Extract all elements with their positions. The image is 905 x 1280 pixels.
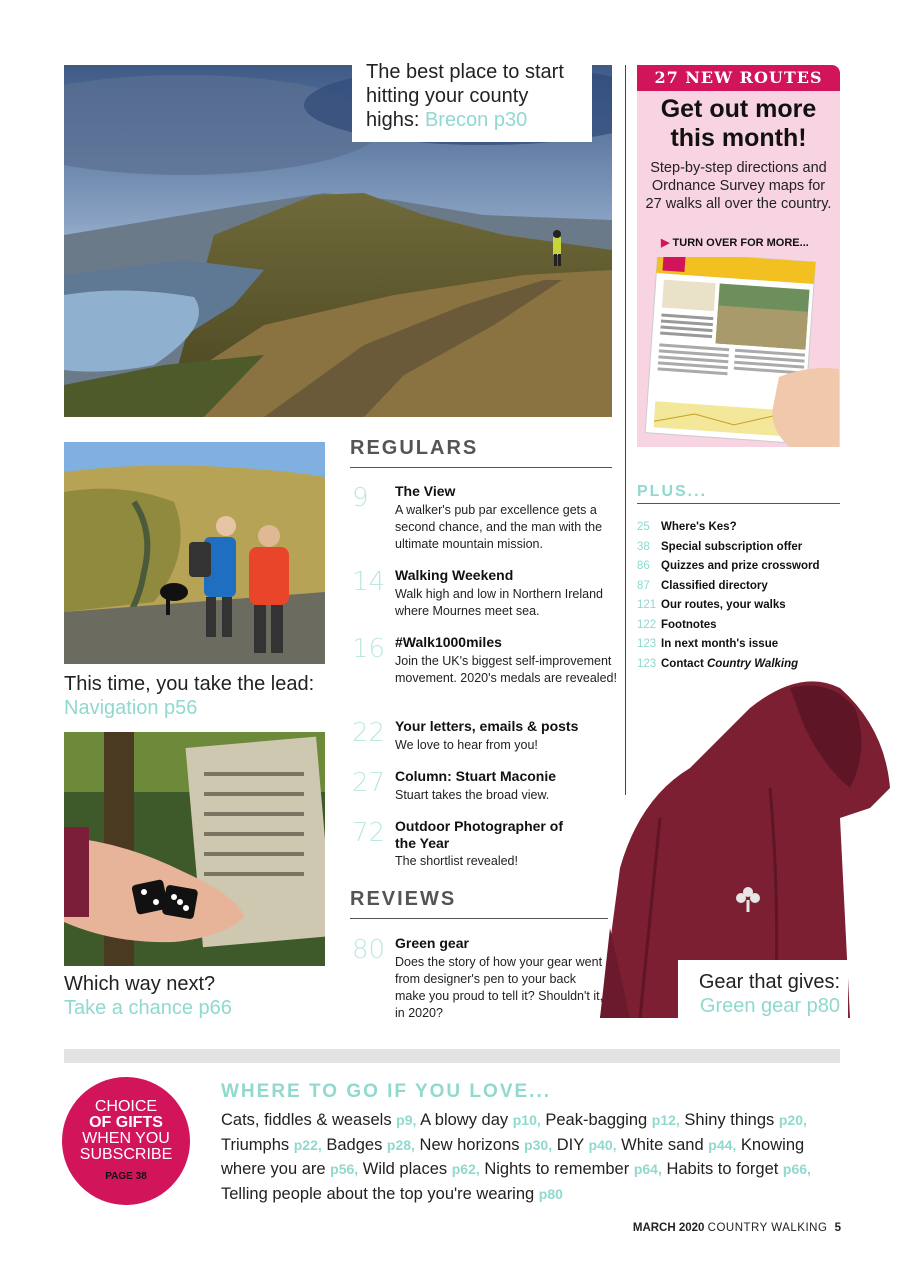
plus-item-label: Our routes, your walks: [661, 599, 786, 611]
gear-caption-text: Gear that gives:: [698, 971, 840, 993]
wtg-item-text: New horizons: [419, 1135, 520, 1154]
plus-item[interactable]: [637, 519, 737, 535]
wtg-item-page: p10,: [512, 1112, 541, 1128]
play-triangle-icon: ▶: [661, 237, 670, 249]
wtg-item[interactable]: [326, 1136, 415, 1154]
plus-item[interactable]: [637, 539, 802, 555]
walkers-caption-text: This time, you take the lead:: [64, 673, 315, 695]
wtg-item-page: p56,: [330, 1161, 359, 1177]
badge-line: SUBSCRIBE: [79, 1146, 173, 1163]
navigation-link[interactable]: Navigation p56: [64, 697, 198, 719]
entry-page: 27: [352, 768, 386, 798]
plus-item[interactable]: [637, 636, 778, 652]
wtg-item-page: p28,: [386, 1136, 415, 1153]
reviews-heading: REVIEWS: [350, 888, 457, 910]
wtg-item-text: Badges: [326, 1135, 383, 1154]
wtg-item-page: p62,: [451, 1161, 480, 1177]
where-to-go-heading: WHERE TO GO IF YOU LOVE...: [221, 1081, 551, 1102]
green-gear-link[interactable]: Green gear p80: [699, 995, 840, 1017]
plus-item-label: Footnotes: [661, 619, 717, 631]
entry-title: Column: Stuart Maconie: [395, 768, 557, 784]
badge-line: WHEN YOU: [82, 1130, 170, 1147]
wtg-item-text: Wild places: [362, 1160, 448, 1178]
entry-title: #Walk1000miles: [395, 634, 502, 650]
wtg-item[interactable]: [221, 1111, 416, 1129]
plus-item-label: Special subscription offer: [661, 541, 803, 553]
dice-hand-illustration: [64, 732, 325, 966]
entry-page: 9: [352, 483, 369, 513]
wtg-item-text: Shiny things: [684, 1111, 775, 1129]
walkers-photo: [64, 442, 325, 664]
wtg-item[interactable]: [621, 1136, 736, 1154]
wtg-item-text: White sand: [621, 1135, 704, 1154]
walkers-caption: [64, 672, 344, 720]
hero-caption-text: The best place to start hitting your county highs:: [366, 61, 564, 131]
plus-item-label: Quizzes and prize crossword: [661, 560, 820, 572]
entry-title: Your letters, emails & posts: [395, 718, 579, 734]
routes-headline: Get out more this month!: [660, 95, 817, 152]
wtg-item-text: A blowy day: [420, 1111, 509, 1129]
take-a-chance-link[interactable]: Take a chance p66: [64, 997, 232, 1019]
entry-title: Outdoor Photographer of the Year: [395, 818, 563, 851]
wtg-item[interactable]: [666, 1160, 811, 1178]
plus-item-page: 121: [637, 599, 657, 611]
plus-item-page: 87: [637, 580, 650, 592]
entry-page: 16: [352, 634, 386, 664]
wtg-item[interactable]: [557, 1136, 617, 1154]
routes-body: Step-by-step directions and Ordnance Survey maps for 27 walks all over the country.: [645, 160, 832, 212]
where-to-go-list: [221, 1108, 841, 1206]
entry-page: 72: [352, 818, 386, 848]
wtg-item[interactable]: [545, 1111, 679, 1129]
section-divider-bar: [64, 1049, 840, 1063]
route-card-illustration: [639, 257, 839, 447]
wtg-item-text: DIY: [556, 1135, 584, 1154]
badge-line: CHOICE: [94, 1098, 158, 1115]
gear-caption: [678, 960, 848, 1022]
entry-desc: A walker's pub par excellence gets a second chance, and the man with the ultimate mountain mission.: [395, 503, 603, 551]
new-routes-tag: 27 NEW ROUTES: [637, 65, 840, 91]
wtg-item-page: p12,: [651, 1112, 680, 1128]
entry-desc: The shortlist revealed!: [395, 854, 518, 868]
entry-desc: We love to hear from you!: [395, 738, 538, 752]
entry-page: 80: [352, 935, 386, 965]
wtg-item-text: Telling people about the top you're wearing: [221, 1184, 535, 1203]
plus-item-label: Classified directory: [661, 580, 768, 592]
plus-heading: PLUS...: [637, 483, 708, 500]
page-footer: [633, 1222, 841, 1234]
entry-page: 14: [352, 567, 386, 597]
badge-line: OF GIFTS: [89, 1114, 163, 1131]
wtg-item-page: p66,: [782, 1161, 811, 1177]
plus-item-page: 122: [637, 619, 657, 631]
wtg-item-text: Cats, fiddles & weasels: [221, 1111, 392, 1129]
wtg-item[interactable]: [684, 1111, 807, 1129]
wtg-item[interactable]: [221, 1136, 322, 1154]
entry-title: Green gear: [395, 935, 469, 951]
walkers-illustration: [64, 442, 325, 664]
plus-item-page: 123: [637, 638, 657, 650]
wtg-item-page: p44,: [708, 1136, 737, 1153]
route-card-image: [639, 257, 809, 447]
wtg-item-page: p30,: [524, 1136, 553, 1153]
plus-item-label: Contact: [661, 658, 707, 670]
turn-over-label: TURN OVER FOR MORE...: [672, 237, 809, 249]
wtg-item-page: p20,: [778, 1112, 807, 1128]
wtg-item-text: Peak-bagging: [545, 1111, 648, 1129]
hero-caption-link[interactable]: Brecon p30: [424, 109, 528, 131]
wtg-item-page: p9,: [396, 1112, 417, 1128]
wtg-item-text: Habits to forget: [666, 1160, 779, 1178]
plus-item-page: 38: [637, 541, 650, 553]
regulars-rule: [350, 467, 612, 468]
plus-item-page: 25: [637, 521, 650, 533]
plus-rule: [637, 503, 840, 504]
footer-page-number: 5: [834, 1222, 841, 1234]
entry-title: Walking Weekend: [395, 567, 514, 583]
wtg-item-page: p22,: [293, 1136, 322, 1153]
plus-item-label: Where's Kes?: [661, 521, 737, 533]
wtg-item[interactable]: [484, 1160, 662, 1178]
dice-caption-text: Which way next?: [64, 973, 216, 995]
plus-item[interactable]: [637, 597, 786, 613]
wtg-item-page: p40,: [588, 1136, 617, 1153]
entry-desc: Join the UK's biggest self-improvement movement. 2020's medals are revealed!: [395, 654, 617, 685]
plus-item-page: 123: [637, 658, 657, 670]
plus-item[interactable]: [637, 558, 819, 574]
entry-desc: Walk high and low in Northern Ireland where Mournes meet sea.: [395, 587, 603, 618]
wtg-item[interactable]: [420, 1111, 541, 1129]
wtg-item[interactable]: [221, 1185, 563, 1203]
wtg-item-page: p80: [538, 1185, 563, 1202]
turn-over-link[interactable]: [661, 236, 809, 249]
reviews-rule: [350, 918, 608, 919]
wtg-item-text: Knowing where you are: [221, 1135, 805, 1178]
badge-page: PAGE 38: [105, 1171, 147, 1182]
regulars-heading: REGULARS: [350, 437, 479, 459]
subscribe-badge[interactable]: [62, 1077, 190, 1205]
wtg-item[interactable]: [420, 1136, 553, 1154]
entry-desc: Does the story of how your gear went from designer's pen to your back make you proud to tell it? Shouldn't it, in 2020?: [395, 955, 604, 1020]
wtg-item-text: Nights to remember: [484, 1160, 630, 1178]
plus-item-label-italic: Country Walking: [707, 658, 799, 670]
plus-item-label: In next month's issue: [661, 638, 779, 650]
entry-desc: Stuart takes the broad view.: [395, 788, 550, 802]
dice-caption: [64, 972, 324, 1020]
entry-page: 22: [352, 718, 386, 748]
wtg-item[interactable]: [363, 1160, 480, 1178]
hero-caption: [352, 58, 592, 142]
plus-item[interactable]: [637, 578, 768, 594]
footer-magazine: COUNTRY WALKING: [707, 1222, 828, 1234]
wtg-item-page: p64,: [633, 1161, 662, 1177]
entry-title: The View: [395, 483, 456, 499]
plus-item[interactable]: [637, 617, 717, 633]
footer-month: MARCH 2020: [632, 1222, 705, 1234]
plus-item-page: 86: [637, 560, 650, 572]
wtg-item-text: Triumphs: [221, 1135, 290, 1154]
new-routes-panel: [637, 65, 840, 447]
dice-photo: [64, 732, 325, 966]
